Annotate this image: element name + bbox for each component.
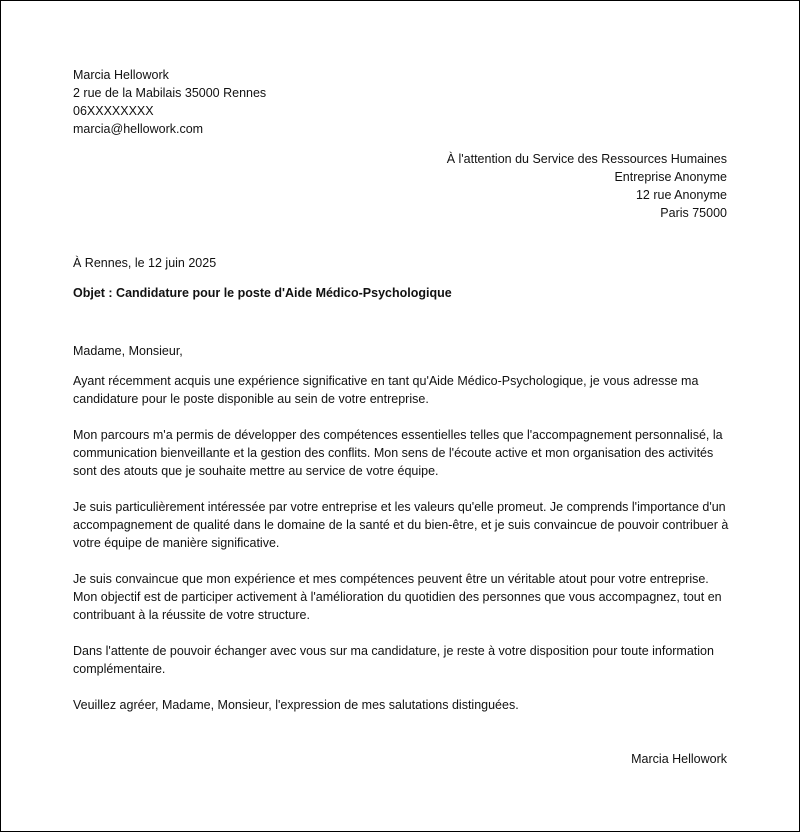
recipient-attention: À l'attention du Service des Ressources Humaines bbox=[446, 152, 727, 166]
letter-body bbox=[73, 342, 733, 732]
paragraph: Mon parcours m'a permis de développer des compétences essentielles telles que l'accompagnement personnalisé, la communication bienveillante et la gestion des conflits. Mon sens de l'écoute active et mon organisation des activités sont des atouts que je souhaite mettre au service de votre équipe. bbox=[73, 428, 723, 478]
sender-phone: 06XXXXXXXX bbox=[73, 104, 154, 118]
closing-paragraph: Veuillez agréer, Madame, Monsieur, l'expression de mes salutations distinguées. bbox=[73, 698, 519, 712]
paragraph: Ayant récemment acquis une expérience significative en tant qu'Aide Médico-Psychologique, je vous adresse ma candidature pour le poste disponible au sein de votre entreprise. bbox=[73, 374, 699, 406]
recipient-company: Entreprise Anonyme bbox=[614, 170, 727, 184]
paragraph: Je suis convaincue que mon expérience et mes compétences peuvent être un véritable atout pour votre entreprise. Mon objectif est de participer activement à l'amélioration du quotidien des personnes que vous accompagnez, tout en contribuant à la réussite de votre structure. bbox=[73, 572, 722, 622]
sender-block bbox=[73, 66, 266, 138]
sender-email: marcia@hellowork.com bbox=[73, 122, 204, 136]
paragraph: Dans l'attente de pouvoir échanger avec vous sur ma candidature, je reste à votre disposition pour toute information complémentaire. bbox=[73, 644, 714, 676]
recipient-street: 12 rue Anonyme bbox=[635, 188, 727, 202]
sender-name: Marcia Hellowork bbox=[73, 68, 169, 82]
salutation: Madame, Monsieur, bbox=[73, 344, 183, 358]
letter-date: À Rennes, le 12 juin 2025 bbox=[73, 256, 217, 270]
recipient-city: Paris 75000 bbox=[660, 206, 727, 220]
letter-subject: Objet : Candidature pour le poste d'Aide Médico-Psychologique bbox=[73, 286, 452, 300]
recipient-block bbox=[447, 150, 727, 222]
sender-address: 2 rue de la Mabilais 35000 Rennes bbox=[73, 86, 267, 100]
paragraph: Je suis particulièrement intéressée par votre entreprise et les valeurs qu'elle promeut. Je comprends l'importance d'un accompagnement de qualité dans le domaine de la santé et du bien-être, et je suis convaincue de pouvoir contribuer à votre équipe de manière significative. bbox=[73, 500, 729, 550]
signature-name: Marcia Hellowork bbox=[631, 752, 727, 766]
